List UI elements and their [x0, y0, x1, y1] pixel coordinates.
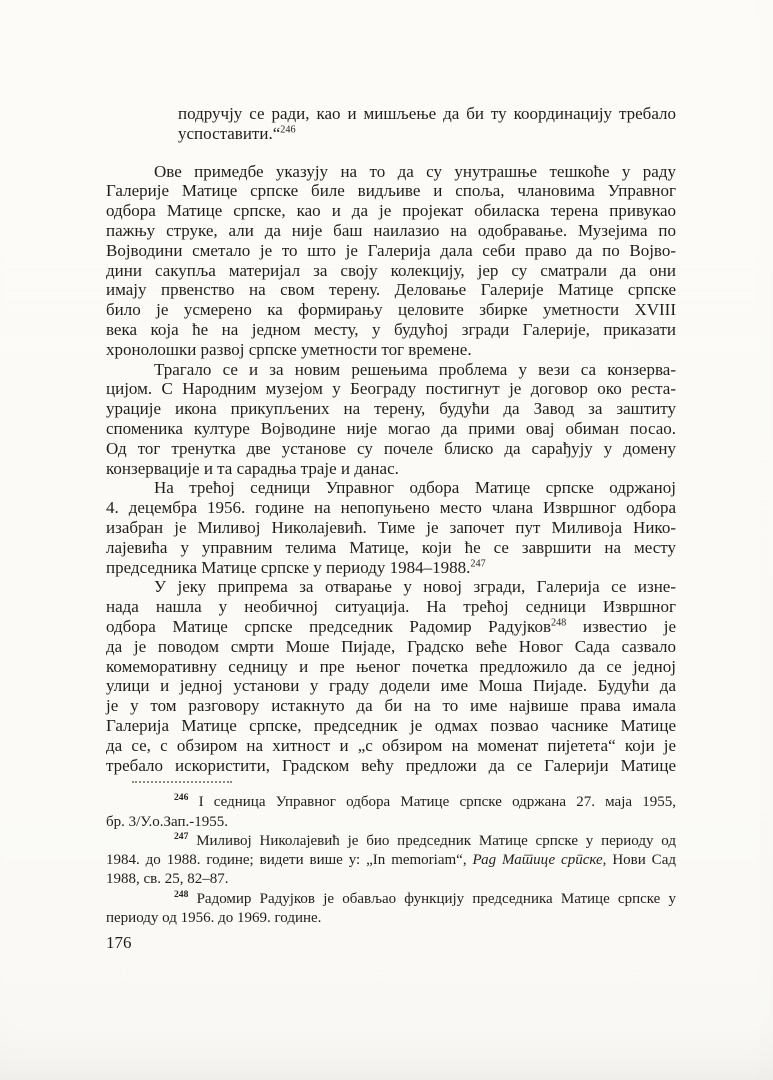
text-line: нада нашла у необичној ситуација. На трећој седници Извршног [106, 597, 676, 617]
text-line: урације икона прикупљених на терену, будући да Завод за заштиту [106, 399, 676, 419]
footnotes [106, 793, 676, 928]
footnote-ref: 246 [280, 124, 296, 136]
footnote [106, 793, 676, 832]
text-line: конзервације и та сарадња траје и данас. [106, 458, 399, 478]
paragraph [106, 577, 676, 775]
text-line: улици и једној установи у граду додели име Моша Пијаде. Будући да [106, 676, 676, 696]
text-line: подручју се ради, као и мишљење да би ту координацију требало [178, 104, 676, 123]
paragraph [106, 478, 676, 577]
text-line: дини сакупља материјал за своју колекцију, јер су сматрали да они [106, 260, 676, 280]
text-line: комеморативну седницу и пре њеног почетка предложило да се једној [106, 656, 676, 676]
text-line: У јеку припрема за отварање у новој згради, Галерија се изне- [154, 577, 676, 597]
text-line: да је поводом смрти Моше Пијаде, Градско веће Новог Сада сазвало [106, 636, 676, 656]
text-line: било је усмерено ка формирању целовите збирке уметности XVIII [106, 300, 676, 320]
block-quote [178, 104, 676, 144]
text-line: Трагало се и за новим решењима проблема у вези са конзерва- [154, 359, 676, 379]
text-line: успоставити.“$^{246}$ [178, 123, 296, 143]
text-line: На трећој седници Управног одбора Матице српске одржаној [154, 478, 676, 498]
text-line: 1988, св. 25, 82–87. [106, 871, 229, 888]
text-line: $^{246}$ I седница Управног одбора Матице српске одржана 27. маја 1955, [174, 792, 676, 811]
text-line: 1984. до 1988. године; видети више у: „In memoriam“, Рад Матице српске, Нови Сад [106, 852, 676, 869]
text-line: да се, с обзиром на хитност и „с обзиром на моменат пијетета“ који је [106, 735, 676, 755]
text-line: $^{247}$ Миливој Николајевић је био председник Матице српске у периоду од [174, 830, 676, 849]
footnote [106, 890, 676, 929]
footnote-ref: 248 [550, 617, 567, 629]
text-line: пажњу струке, али да није баш наилазио на одобравање. Музејима по [106, 220, 676, 240]
paragraph [106, 360, 676, 479]
text-line: Војводини сметало је то што је Галерија дала себи право да по Војво- [106, 240, 676, 260]
text-line: бр. 3/У.о.Зап.-1955. [106, 813, 228, 830]
text-line: је у том разговору истакнуто да би на то име највише права имала [106, 696, 676, 716]
paragraph [106, 162, 676, 360]
text-line: одбора Матице српске, као и да је пројекат обиласка терена привукао [106, 201, 676, 221]
footnote-ref: 247 [174, 830, 189, 842]
text-line: председника Матице српске у периоду 1984–1988.$^{247}$ [106, 557, 486, 577]
footnote-ref: 248 [174, 888, 189, 900]
text-line: Галерије Матице српске биле видљиве и споља, члановима Управног [106, 181, 676, 201]
text-line: одбора Матице српске председник Радомир Радујков$^{248}$ известио је [106, 616, 676, 636]
text-line: споменика културе Војводине није могао да прими овај обиман посао. [106, 418, 676, 438]
text-line: требало искористити, Градском већу предложи да се Галерији Матице [106, 755, 676, 775]
text-line: Галерија Матице српске, председник је одмах позвао часнике Матице [106, 715, 676, 735]
text-line: лајевића у управним телима Матице, који ће се завршити на месту [106, 537, 676, 557]
page-number: 176 [106, 933, 132, 953]
text-line: 4. децембра 1956. године на непопуњено место члана Извршног одбора [106, 498, 676, 518]
italic-title: Рад Матице српске [472, 852, 603, 869]
footnote-ref: 247 [470, 557, 486, 569]
text-line: Ове примедбе указују на то да су унутрашње тешкоће у раду [154, 161, 676, 181]
text-line: изабран је Миливој Николајевић. Тиме је започет пут Миливоја Нико- [106, 517, 676, 537]
body-text [106, 162, 676, 776]
footnote-ref: 246 [174, 792, 189, 804]
footnote-separator [132, 781, 232, 783]
text-line: цијом. С Народним музејом у Београду постигнут је договор око реста- [106, 379, 676, 399]
text-line: периоду од 1956. до 1969. године. [106, 910, 322, 927]
text-line: имају првенство на свом терену. Деловање Галерије Матице српске [106, 280, 676, 300]
text-line: $^{248}$ Радомир Радујков је обављао функцију председника Матице српске у [174, 888, 676, 907]
text-line: хронолошки развој српске уметности тог времене. [106, 339, 472, 359]
text-line: Од тог тренутка две установе су почеле блиско да сарађују у домену [106, 438, 676, 458]
text-line: века која ће на једном месту, у будућој згради Галерије, приказати [106, 319, 676, 339]
footnote [106, 832, 676, 890]
